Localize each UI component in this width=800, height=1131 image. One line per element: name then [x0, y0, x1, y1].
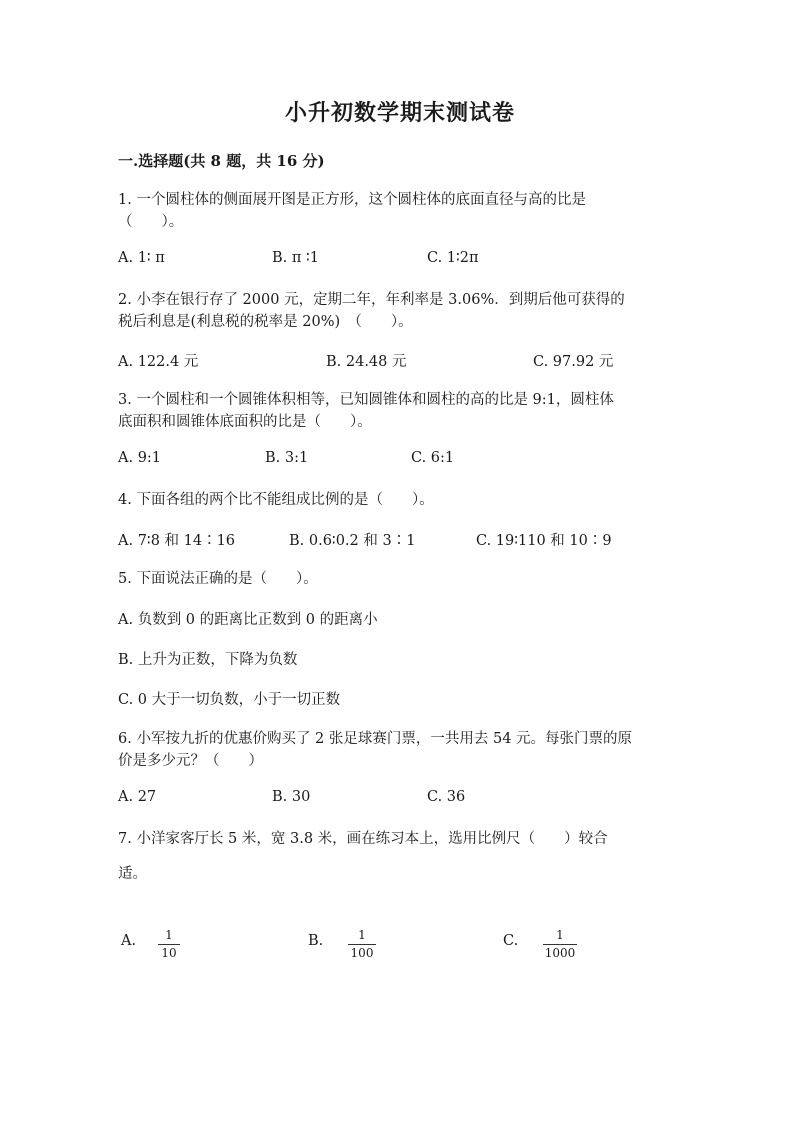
question-5-line-1: 5. 下面说法正确的是（ ）。 — [118, 571, 318, 587]
question-7-line-1: 7. 小洋家客厅长 5 米，宽 3.8 米，画在练习本上，选用比例尺（ ）较合 — [118, 831, 608, 847]
question-2-option-a: A. 122.4 元 — [118, 354, 199, 370]
question-1-option-b: B. π ∶1 — [272, 250, 320, 266]
question-2-line-2: 税后利息是(利息税的税率是 20%) （ ）。 — [118, 314, 413, 330]
fraction-numerator: 1 — [158, 928, 180, 945]
question-7-option-a-fraction — [158, 928, 180, 960]
question-6-line-2: 价是多少元？（ ） — [118, 753, 263, 769]
fraction-numerator: 1 — [348, 928, 376, 945]
question-3-option-b: B. 3:1 — [265, 450, 309, 466]
question-1-option-c: C. 1∶2π — [427, 250, 479, 266]
question-5-option-b: B. 上升为正数，下降为负数 — [118, 652, 298, 668]
question-7-line-2: 适。 — [118, 866, 147, 882]
question-7-option-c-letter: C. — [503, 933, 519, 949]
question-5-option-c: C. 0 大于一切负数，小于一切正数 — [118, 692, 341, 708]
question-4-option-c: C. 19∶110 和 10∶9 — [476, 533, 612, 549]
fraction-denominator: 100 — [350, 946, 374, 960]
question-2-line-1: 2. 小李在银行存了 2000 元，定期二年，年利率是 3.06%．到期后他可获得的 — [118, 292, 625, 308]
question-6-line-1: 6. 小军按九折的优惠价购买了 2 张足球赛门票，一共用去 54 元。每张门票的原 — [118, 731, 633, 747]
question-7-option-c-fraction — [543, 928, 577, 960]
section-title: 一.选择题(共 8 题，共 16 分) — [118, 152, 325, 170]
question-3-line-2: 底面积和圆锥体底面积的比是（ ）。 — [118, 414, 372, 430]
question-3-option-a: A. 9:1 — [118, 450, 162, 466]
question-5-option-a: A. 负数到 0 的距离比正数到 0 的距离小 — [118, 612, 378, 628]
question-4-option-a: A. 7∶8 和 14∶16 — [118, 533, 236, 549]
question-2-option-c: C. 97.92 元 — [533, 354, 614, 370]
question-6-option-c: C. 36 — [427, 789, 466, 805]
question-1-line-2: （ ）。 — [118, 214, 184, 230]
question-7-option-a-letter: A. — [121, 933, 137, 949]
fraction-denominator: 1000 — [544, 946, 576, 960]
question-6-option-a: A. 27 — [118, 789, 157, 805]
question-1-line-1: 1. 一个圆柱体的侧面展开图是正方形，这个圆柱体的底面直径与高的比是 — [118, 192, 586, 208]
page-title: 小升初数学期末测试卷 — [284, 100, 515, 126]
question-7-option-b-fraction — [348, 928, 376, 960]
question-2-option-b: B. 24.48 元 — [326, 354, 407, 370]
question-3-option-c: C. 6:1 — [411, 450, 455, 466]
question-4-option-b: B. 0.6∶0.2 和 3∶1 — [289, 533, 416, 549]
question-3-line-1: 3. 一个圆柱和一个圆锥体积相等，已知圆锥体和圆柱的高的比是 9:1，圆柱体 — [118, 392, 614, 408]
fraction-numerator: 1 — [543, 928, 577, 945]
question-6-option-b: B. 30 — [272, 789, 311, 805]
question-7-option-b-letter: B. — [308, 933, 324, 949]
question-4-line-1: 4. 下面各组的两个比不能组成比例的是（ ）。 — [118, 492, 434, 508]
question-1-option-a: A. 1∶ π — [118, 250, 165, 266]
fraction-denominator: 10 — [161, 946, 177, 960]
